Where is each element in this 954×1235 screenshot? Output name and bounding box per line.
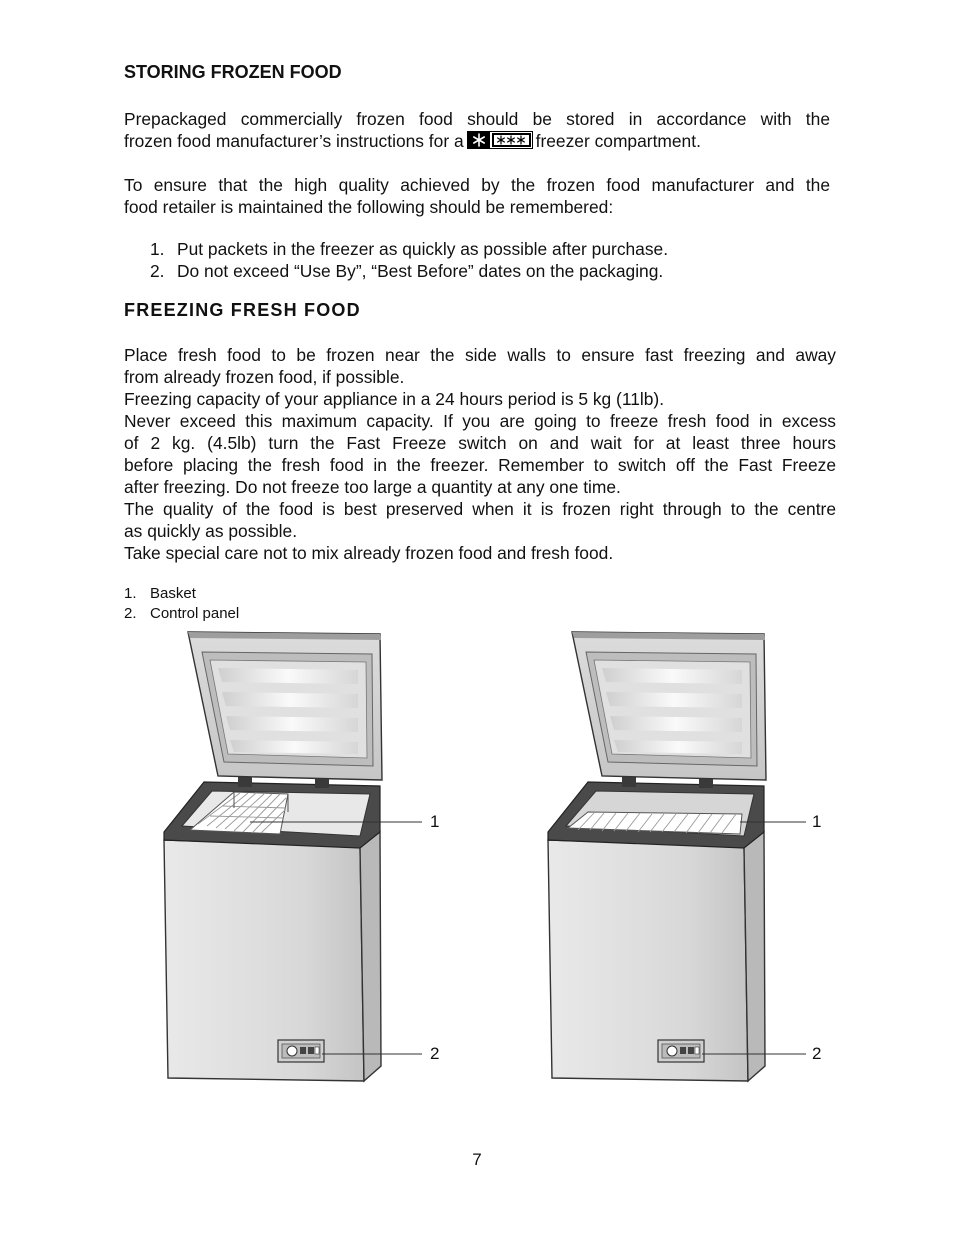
legend-item — [124, 604, 239, 624]
callout-1: 1 — [812, 812, 822, 831]
list-text: Do not exceed “Use By”, “Best Before” dates on the packaging. — [177, 261, 664, 281]
paragraph-line — [124, 130, 830, 154]
legend-text: Basket — [150, 585, 196, 602]
heading-freezing-fresh-food: FREEZING FRESH FOOD — [124, 300, 361, 320]
legend-item — [124, 584, 239, 604]
paragraph-line: before placing the fresh food in the freezer. Remember to switch off the Fast Freeze — [124, 455, 836, 475]
list-text: Put packets in the freezer as quickly as possible after purchase. — [177, 239, 669, 259]
paragraph-line: as quickly as possible. — [124, 521, 298, 541]
paragraph-line: Place fresh food to be frozen near the side walls to ensure fast freezing and away — [124, 345, 836, 365]
chest-freezer-illustration — [544, 626, 844, 1086]
paragraph-fragment: frozen food manufacturer’s instructions for a — [124, 131, 464, 151]
chest-freezer-illustration — [160, 626, 460, 1086]
callout-1: 1 — [430, 812, 440, 831]
legend-text: Control panel — [150, 605, 240, 622]
paragraph-prepackaged — [124, 108, 830, 154]
heading-storing-frozen-food: STORING FROZEN FOOD — [124, 62, 342, 82]
paragraph-line: food retailer is maintained the following should be remembered: — [124, 197, 614, 217]
paragraph-line: after freezing. Do not freeze too large a quantity at any one time. — [124, 477, 621, 497]
page-number: 7 — [472, 1150, 482, 1169]
control-panel-icon — [658, 1040, 704, 1062]
paragraph-line: To ensure that the high quality achieved by the frozen food manufacturer and the — [124, 175, 830, 195]
figure-legend — [124, 584, 239, 624]
paragraph-line: Prepackaged commercially frozen food should be stored in accordance with the — [124, 109, 830, 129]
storage-steps-list — [124, 238, 668, 282]
paragraph-freezing-fresh-food — [124, 344, 836, 564]
paragraph-line: Never exceed this maximum capacity. If you are going to freeze fresh food in excess — [124, 411, 836, 431]
list-number: 1. — [150, 239, 165, 259]
list-number: 2. — [150, 261, 165, 281]
paragraph-line: of 2 kg. (4.5lb) turn the Fast Freeze switch on and wait for at least three hours — [124, 433, 836, 453]
paragraph-line: Take special care not to mix already frozen food and fresh food. — [124, 543, 614, 563]
chest-freezer-figure-1 — [160, 626, 460, 1086]
paragraph-line: from already frozen food, if possible. — [124, 367, 405, 387]
paragraph-line: The quality of the food is best preserved when it is frozen right through to the centre — [124, 499, 836, 519]
chest-freezer-figure-2 — [544, 626, 844, 1086]
control-panel-icon — [278, 1040, 324, 1062]
list-item — [124, 238, 668, 260]
list-item — [124, 260, 668, 282]
legend-number: 1. — [124, 585, 137, 602]
callout-2: 2 — [812, 1044, 822, 1063]
legend-number: 2. — [124, 605, 137, 622]
paragraph-fragment: freezer compartment. — [535, 131, 701, 151]
callout-2: 2 — [430, 1044, 440, 1063]
paragraph-quality — [124, 174, 830, 218]
four-star-freezer-rating-icon — [467, 131, 533, 154]
paragraph-line: Freezing capacity of your appliance in a 24 hours period is 5 kg (11lb). — [124, 389, 665, 409]
